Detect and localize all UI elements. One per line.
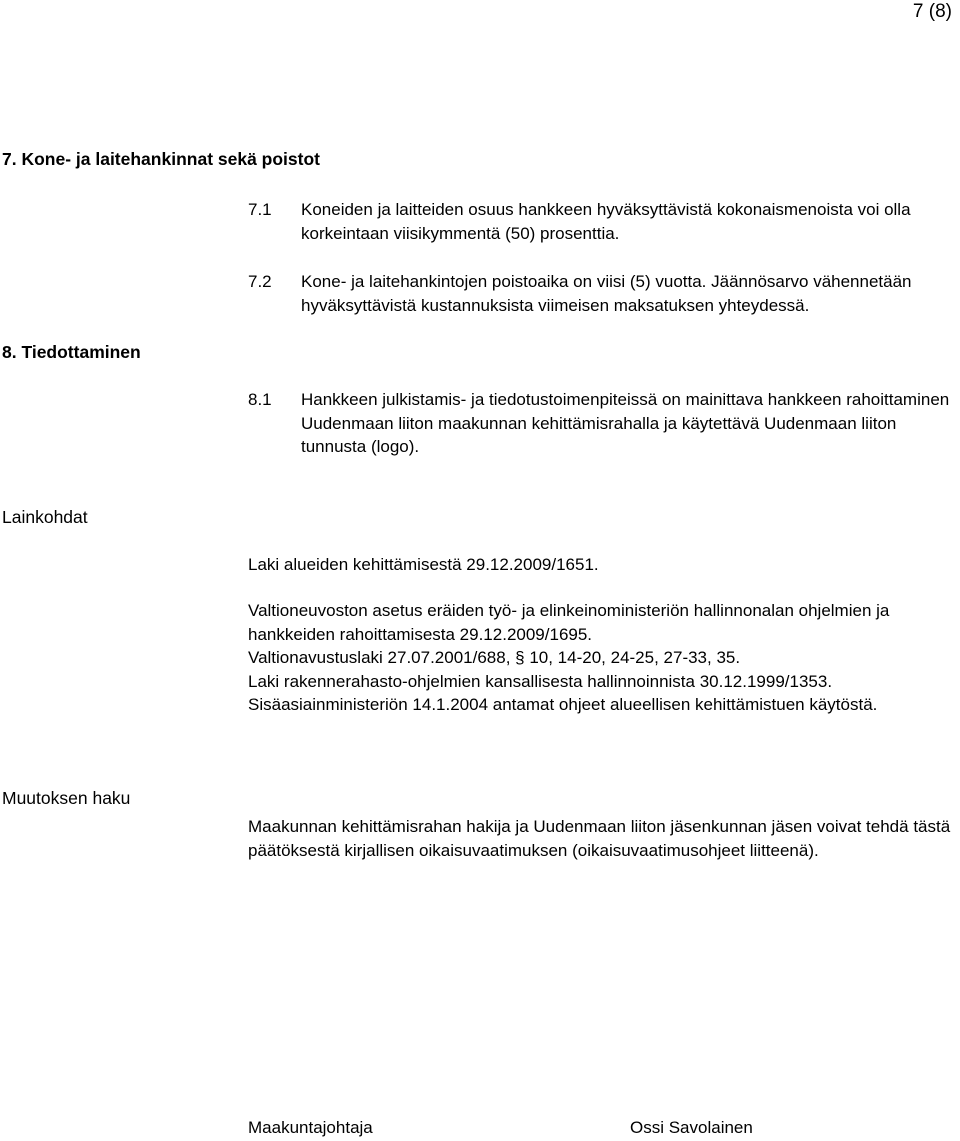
muutoksen-haku-heading: Muutoksen haku xyxy=(2,788,131,808)
item-7-1-text: Koneiden ja laitteiden osuus hankkeen hyväksyttävistä kokonaismenoista voi olla korkeintaan viisikymmentä (50) prosenttia. xyxy=(301,200,911,243)
signature-name: Ossi Savolainen xyxy=(630,1118,753,1137)
page-number: 7 (8) xyxy=(912,1,952,22)
item-7-2-number: 7.2 xyxy=(248,272,272,291)
lainkohdat-paragraph xyxy=(248,599,960,717)
lainkohdat-item-4: Sisäasiainministeriön 14.1.2004 antamat ohjeet alueellisen kehittämistuen käytöstä. xyxy=(248,695,878,714)
lainkohdat-item-1: Valtioneuvoston asetus eräiden työ- ja elinkeinoministeriön hallinnonalan ohjelmien ja hankkeiden rahoittamisesta 29.12.2009/1695. xyxy=(248,601,890,644)
item-7-2-text: Kone- ja laitehankintojen poistoaika on viisi (5) vuotta. Jäännösarvo vähennetään hyväksyttävistä kustannuksista viimeisen maksatuksen yhteydessä. xyxy=(301,272,912,315)
section-8-heading: 8. Tiedottaminen xyxy=(2,342,141,362)
item-8-1-text: Hankkeen julkistamis- ja tiedotustoimenpiteissä on mainittava hankkeen rahoittaminen Uudenmaan liiton maakunnan kehittämisrahalla ja käytettävä Uudenmaan liiton tunnusta (logo). xyxy=(301,390,950,456)
lainkohdat-heading: Lainkohdat xyxy=(2,507,88,527)
lainkohdat-item-2: Valtionavustuslaki 27.07.2001/688, § 10, 14-20, 24-25, 27-33, 35. xyxy=(248,648,741,667)
item-7-1-number: 7.1 xyxy=(248,200,272,219)
item-8-1-number: 8.1 xyxy=(248,390,272,409)
lainkohdat-item-3: Laki rakennerahasto-ohjelmien kansallisesta hallinnoinnista 30.12.1999/1353. xyxy=(248,671,833,691)
signature-title: Maakuntajohtaja xyxy=(248,1118,373,1137)
section-7-heading: 7. Kone- ja laitehankinnat sekä poistot xyxy=(2,149,320,169)
muutoksen-haku-text: Maakunnan kehittämisrahan hakija ja Uudenmaan liiton jäsenkunnan jäsen voivat tehdä tästä päätöksestä kirjallisen oikaisuvaatimuksen (oikaisuvaatimusohjeet liitteenä). xyxy=(248,817,951,860)
lainkohdat-line-1: Laki alueiden kehittämisestä 29.12.2009/1651. xyxy=(248,555,599,574)
